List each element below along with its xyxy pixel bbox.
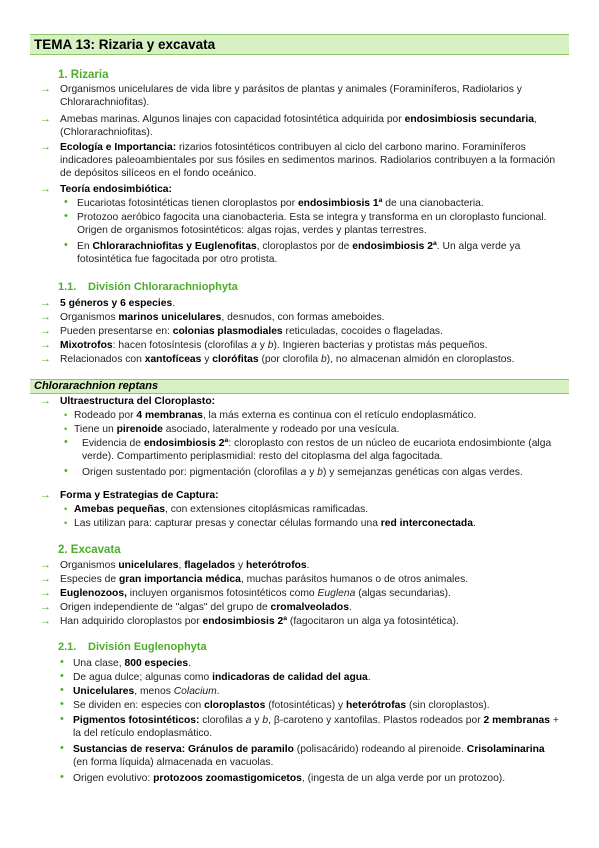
sub-list-item-text: Se dividen en: especies con cloroplastos (fotosintéticas) y heterótrofas (sin cloroplastos). (73, 700, 490, 711)
arrow-icon: → (40, 559, 51, 571)
arrow-icon: → (40, 587, 51, 599)
sub-list-item (60, 657, 550, 670)
list-item-text: Organismos unicelulares de vida libre y parásitos de plantas y animales (Foraminíferos, Radiolarios y Chlorarachniofitas). (60, 84, 522, 108)
bullet-icon: • (60, 684, 64, 696)
list-item (40, 325, 564, 338)
sub-list-item (64, 409, 554, 422)
list-item-text: Euglenozoos, incluyen organismos fotosintéticos como Euglena (algas secundarias). (60, 588, 451, 599)
heading-text: División Euglenophyta (88, 641, 207, 653)
arrow-icon: → (40, 353, 51, 365)
arrow-icon: → (40, 297, 51, 309)
bullet-icon: • (64, 504, 68, 514)
arrow-icon: → (40, 183, 51, 195)
list-item (40, 559, 564, 572)
sub-list-item (64, 517, 554, 530)
arrow-icon: → (40, 489, 51, 501)
list-item-text: Organismos marinos unicelulares, desnudos, con formas ameboides. (60, 312, 385, 323)
sub-list-item-text: Origen sustentado por: pigmentación (clorofilas a y b) y semejanzas genéticas con algas verdes. (82, 467, 523, 478)
sub-list-item-text: Origen evolutivo: protozoos zoomastigomicetos, (ingesta de un alga verde por un protozoo). (73, 773, 506, 784)
document-title: TEMA 13: Rizaria y excavata (34, 37, 216, 52)
sub-list-item-text: Las utilizan para: capturar presas y conectar células formando una red interconectada. (74, 518, 476, 529)
bullet-icon: • (60, 742, 64, 754)
arrow-icon: → (40, 615, 51, 627)
sub-list-item (64, 423, 554, 436)
list-item-text: Pueden presentarse en: colonias plasmodiales reticuladas, cocoides o flageladas. (60, 326, 443, 337)
bullet-icon: • (60, 771, 64, 783)
arrow-icon: → (40, 339, 51, 351)
title-bar (30, 34, 569, 55)
heading-excavata: 2. Excavata (58, 544, 121, 556)
list-item (40, 183, 564, 196)
list-item-text: Origen independiente de "algas" del grupo de cromalveolados. (60, 602, 352, 613)
list-item (40, 297, 564, 310)
list-item (40, 615, 564, 628)
sub-list-item (60, 671, 550, 684)
list-item-text: Amebas marinas. Algunos linajes con capacidad fotosintética adquirida por endosimbiosis secundaria, (Chlorarachniofitas). (60, 114, 537, 138)
sub-list-item-text: Eucariotas fotosintéticas tienen cloroplastos por endosimbiosis 1ª de una cianobacteria. (77, 198, 484, 209)
section-bar-title: Chlorarachnion reptans (34, 380, 159, 392)
sub-list-item-text: Una clase, 800 especies. (73, 658, 191, 669)
list-item-text: Ultraestructura del Cloroplasto: (60, 396, 216, 407)
sub-list-item (64, 197, 554, 210)
sub-list-item-text: Unicelulares, menos Colacium. (73, 686, 220, 697)
bullet-icon: • (60, 713, 64, 725)
bullet-icon: • (64, 410, 68, 420)
sub-list-item (60, 743, 560, 769)
heading-number: 1.1. (58, 281, 77, 293)
bullet-icon: • (64, 465, 68, 477)
sub-list-item (60, 699, 550, 712)
list-item-text: Forma y Estrategias de Captura: (60, 490, 219, 501)
sub-list-item (64, 211, 554, 237)
list-item-text: Teoría endosimbiótica: (60, 184, 172, 195)
bullet-icon: • (64, 196, 68, 208)
sub-list-item (64, 503, 554, 516)
sub-list-item-text: Amebas pequeñas, con extensiones citoplásmicas ramificadas. (74, 504, 369, 515)
list-item (40, 601, 564, 614)
arrow-icon: → (40, 601, 51, 613)
list-item (40, 489, 564, 502)
arrow-icon: → (40, 395, 51, 407)
section-bar-reptans (30, 379, 569, 394)
list-item-text: Organismos unicelulares, flagelados y heterótrofos. (60, 560, 310, 571)
heading-rizaria: 1. Rizaria (58, 69, 109, 81)
list-item (40, 353, 564, 366)
sub-list-item-text: De agua dulce; algunas como indicadoras de calidad del agua. (73, 672, 371, 683)
arrow-icon: → (40, 325, 51, 337)
list-item-text: Han adquirido cloroplastos por endosimbiosis 2ª (fagocitaron un alga ya fotosintética). (60, 616, 459, 627)
sub-list-item-text: Evidencia de endosimbiosis 2ª: cloroplasto con restos de un núcleo de eucariota endosimbionte (alga verde). Compartimento periplasmidial: resto del citoplasma del alga fagocitada. (82, 438, 552, 462)
bullet-icon: • (64, 239, 68, 251)
list-item-text: Mixotrofos: hacen fotosíntesis (clorofilas a y b). Ingieren bacterias y protistas más pequeños. (60, 340, 488, 351)
list-item (40, 141, 564, 180)
bullet-icon: • (64, 424, 68, 434)
list-item-text: Especies de gran importancia médica, muchas parásitos humanos o de otros animales. (60, 574, 469, 585)
sub-list-item (60, 772, 560, 785)
sub-list-item (60, 685, 550, 698)
sub-list-item (64, 437, 554, 463)
list-item (40, 573, 564, 586)
sub-list-item-text: Sustancias de reserva: Gránulos de paramilo (polisacárido) rodeando al pirenoide. Crisolaminarina (en forma líquida) almacenada en vacuolas. (73, 744, 545, 768)
bullet-icon: • (60, 656, 64, 668)
sub-list-item (60, 714, 560, 740)
sub-list-item-text: En Chlorarachniofitas y Euglenofitas, cloroplastos por de endosimbiosis 2ª. Un alga verde ya fotosintética fue fagocitada por otro protista. (77, 241, 521, 265)
bullet-icon: • (64, 210, 68, 222)
sub-list-item-text: Tiene un pirenoide asociado, lateralmente y rodeado por una vesícula. (74, 424, 400, 435)
heading-number: 2.1. (58, 641, 77, 653)
sub-list-item-text: Protozoo aeróbico fagocita una cianobacteria. Esta se integra y transforma en un cloroplasto funcional. Origen de organismos fotosintéticos: algas rojas, verdes y plantas terrestres. (77, 212, 547, 236)
bullet-icon: • (64, 436, 68, 448)
sub-list-item (64, 466, 554, 479)
list-item (40, 113, 564, 139)
arrow-icon: → (40, 141, 51, 153)
heading-euglenophyta (58, 641, 207, 654)
list-item (40, 339, 564, 352)
list-item-text: 5 géneros y 6 especies. (60, 298, 176, 309)
list-item-text: Relacionados con xantofíceas y clorófitas (por clorofila b), no almacenan almidón en cloroplastos. (60, 354, 515, 365)
arrow-icon: → (40, 83, 51, 95)
bullet-icon: • (60, 670, 64, 682)
bullet-icon: • (60, 698, 64, 710)
list-item (40, 83, 564, 109)
arrow-icon: → (40, 311, 51, 323)
heading-chlorarachniophyta (58, 281, 238, 294)
arrow-icon: → (40, 573, 51, 585)
list-item (40, 395, 564, 408)
arrow-icon: → (40, 113, 51, 125)
sub-list-item-text: Pigmentos fotosintéticos: clorofilas a y b, β-caroteno y xantofilas. Plastos rodeados por 2 membranas + la del retículo endoplasmático. (73, 715, 559, 739)
list-item (40, 311, 564, 324)
sub-list-item-text: Rodeado por 4 membranas, la más externa es continua con el retículo endoplasmático. (74, 410, 477, 421)
list-item (40, 587, 564, 600)
list-item-text: Ecología e Importancia: rizarios fotosintéticos contribuyen al ciclo del carbono marino. Foraminíferos indicadores paleoambientales por sus fósiles en sedimentos marinos. Radiolarios contribuyen a la formación de depósitos silíceos en el fondo oceánico. (60, 142, 556, 179)
bullet-icon: • (64, 518, 68, 528)
heading-text: División Chlorarachniophyta (88, 281, 238, 293)
sub-list-item (64, 240, 554, 266)
